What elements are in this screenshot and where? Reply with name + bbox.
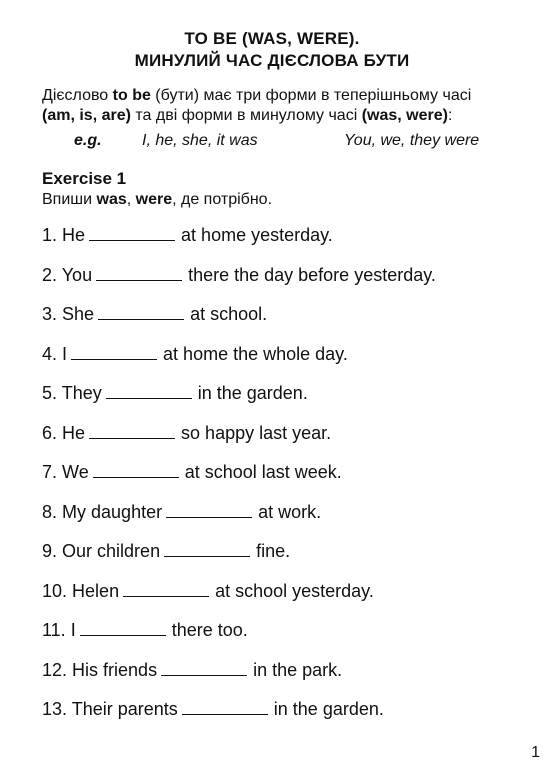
item-number: 7. — [42, 462, 58, 482]
item-rest: there too. — [171, 620, 248, 640]
worksheet-page — [42, 28, 502, 738]
item-subject: Their parents — [71, 699, 178, 719]
item-rest: at home the whole day. — [163, 343, 348, 364]
example-label: e.g. — [74, 132, 102, 149]
exercise-item — [42, 224, 502, 264]
exercise-item — [42, 501, 502, 541]
answer-blank[interactable] — [89, 226, 175, 241]
item-subject: You — [61, 264, 93, 285]
instr-bold-were: were — [135, 191, 173, 208]
answer-blank[interactable] — [161, 661, 247, 676]
item-number: 9. — [42, 541, 58, 561]
intro-text-3: та дві форми в минулому часі — [130, 107, 362, 124]
intro-text-4: : — [447, 107, 453, 124]
item-subject: Our children — [62, 541, 161, 561]
item-number: 4. — [42, 343, 58, 364]
item-number: 2. — [42, 264, 58, 285]
item-number: 11. — [42, 620, 66, 640]
exercise-title: Exercise 1 — [42, 169, 127, 188]
item-rest: there the day before yesterday. — [188, 264, 436, 285]
answer-blank[interactable] — [98, 305, 184, 320]
instr-text-2: , — [126, 191, 136, 208]
item-subject: Helen — [72, 580, 120, 601]
answer-blank[interactable] — [123, 582, 209, 597]
item-number: 8. — [42, 501, 58, 522]
item-subject: She — [62, 304, 95, 324]
exercise-item — [42, 382, 502, 422]
item-rest: at school. — [190, 304, 268, 324]
answer-blank[interactable] — [71, 345, 157, 360]
answer-blank[interactable] — [93, 463, 179, 478]
item-subject: They — [61, 383, 102, 403]
item-subject: My daughter — [62, 501, 163, 522]
item-rest: in the park. — [253, 659, 343, 680]
item-subject: We — [62, 462, 89, 482]
item-rest: at home yesterday. — [181, 225, 333, 245]
item-subject: He — [62, 422, 86, 443]
answer-blank[interactable] — [89, 424, 175, 439]
example-line — [42, 132, 502, 154]
instr-text-3: , де потрібно. — [172, 191, 273, 208]
item-rest: at work. — [258, 501, 322, 522]
page-title — [42, 28, 502, 72]
exercise-item — [42, 619, 502, 659]
example-singular: I, he, she, it was — [142, 132, 258, 149]
exercise-items — [42, 224, 502, 738]
exercise-item — [42, 659, 502, 699]
item-number: 1. — [42, 225, 58, 245]
answer-blank[interactable] — [164, 542, 250, 557]
exercise-instruction — [42, 189, 502, 210]
intro-bold-1: to be — [112, 87, 151, 104]
item-subject: I — [70, 620, 76, 640]
item-rest: in the garden. — [273, 699, 384, 719]
item-rest: in the garden. — [197, 383, 308, 403]
intro-text-2: (бути) має три форми в теперішньому часі — [150, 87, 472, 104]
example-plural: You, we, they were — [344, 132, 480, 149]
item-number: 13. — [42, 699, 68, 719]
intro-bold-3: (was, were) — [361, 107, 448, 124]
item-number: 10. — [42, 580, 68, 601]
item-number: 12. — [42, 659, 68, 680]
title-line-1: TO BE (WAS, WERE). — [184, 29, 360, 48]
exercise-item — [42, 540, 502, 580]
item-subject: He — [62, 225, 86, 245]
item-rest: at school last week. — [184, 462, 342, 482]
intro-paragraph — [42, 82, 502, 126]
answer-blank[interactable] — [182, 700, 268, 715]
instr-bold-was: was — [96, 191, 127, 208]
exercise-item — [42, 580, 502, 620]
answer-blank[interactable] — [96, 266, 182, 281]
exercise-item — [42, 264, 502, 304]
item-subject: His friends — [72, 659, 158, 680]
answer-blank[interactable] — [106, 384, 192, 399]
exercise-item — [42, 422, 502, 462]
exercise-item — [42, 303, 502, 343]
item-rest: fine. — [256, 541, 291, 561]
intro-bold-2: (am, is, are) — [42, 107, 131, 124]
answer-blank[interactable] — [80, 621, 166, 636]
title-line-2: МИНУЛИЙ ЧАС ДІЄСЛОВА БУТИ — [134, 51, 410, 70]
exercise-item — [42, 461, 502, 501]
item-subject: I — [62, 343, 68, 364]
page-number: 1 — [531, 744, 540, 761]
instr-text-1: Впиши — [42, 191, 97, 208]
intro-text-1: Дієслово — [42, 87, 113, 104]
exercise-item — [42, 343, 502, 383]
item-number: 6. — [42, 422, 58, 443]
item-number: 5. — [42, 383, 58, 403]
exercise-item — [42, 698, 502, 738]
answer-blank[interactable] — [166, 503, 252, 518]
item-rest: so happy last year. — [181, 422, 332, 443]
item-rest: at school yesterday. — [215, 580, 374, 601]
item-number: 3. — [42, 304, 58, 324]
